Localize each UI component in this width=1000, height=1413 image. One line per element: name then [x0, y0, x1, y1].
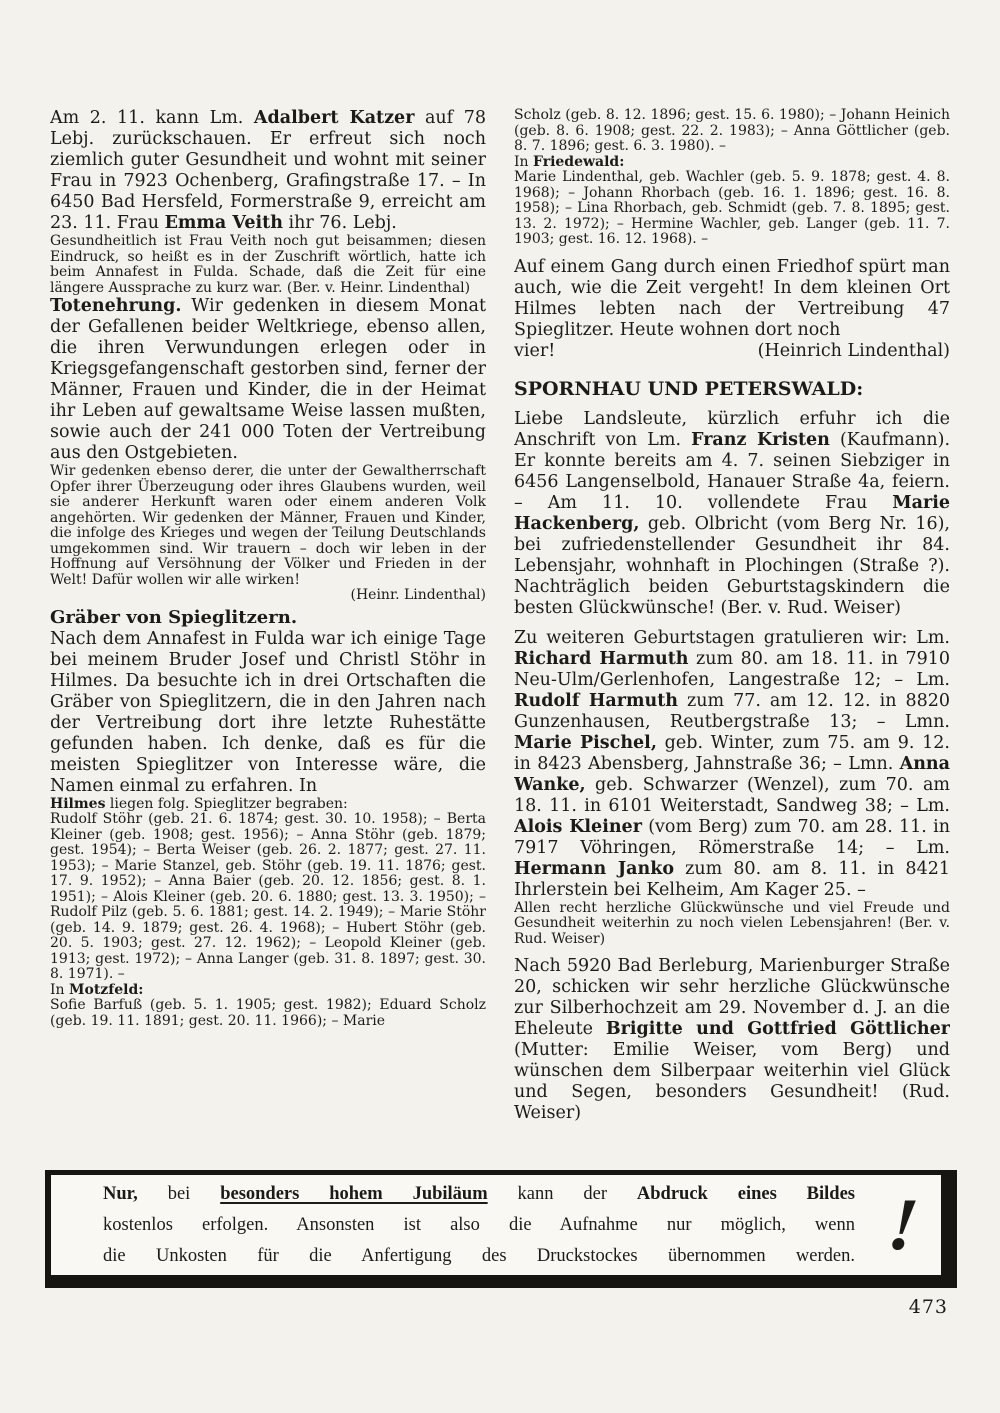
greetings-closing: Allen recht herzliche Glückwünsche und viel Freude und Gesundheit weiterhin zu noch vielen Lebensjahren! (Ber. v. Rud. Weiser)	[514, 899, 950, 947]
exclamation-mark: !	[884, 1183, 922, 1266]
graves-intro: Nach dem Annafest in Fulda war ich einige Tage bei meinem Bruder Josef und Christl Stöhr in Hilmes. Da besuchte ich in drei Ortschaften die Gräber von Spieglitzern, die in den Jahren nach der Vertreibung dort ihre letzte Ruhestätte gefunden haben. Ich denke, daß es für die meisten Spieglitzer von Interesse wäre, die Namen einmal zu erfahren. In	[50, 628, 486, 796]
motzfeld-grave-list: Sofie Barfuß (geb. 5. 1. 1905; gest. 1982); Eduard Scholz (geb. 19. 11. 1891; gest. 20. 11. 1966); – Marie	[50, 997, 486, 1029]
silver-wedding: Nach 5920 Bad Berleburg, Marienburger Straße 20, schicken wir sehr herzliche Glückwünsche zur Silberhochzeit am 29. November d. J. an die Eheleute Brigitte und Gottfried Göttlicher (Mutter: Emilie Weiser, vom Berg) und wünschen dem Silberpaar weiterhin viel Glück und Segen, besonders Gesundheit! (Rud. Weiser)	[514, 956, 950, 1123]
motzfeld-list-continued: Scholz (geb. 8. 12. 1896; gest. 15. 6. 1980); – Johann Heinich (geb. 8. 6. 1908; gest. 22. 2. 1983); – Anna Göttlicher (geb. 8. 7. 1896; gest. 6. 3. 1980). –	[514, 108, 950, 154]
friedhof-reflection: Auf einem Gang durch einen Friedhof spürt man auch, wie die Zeit vergeht! In dem kleinen Ort Hilmes lebten nach der Vertreibung 47 Spieglitzer. Heute wohnen dort noch	[514, 256, 950, 340]
notice-line-3: die Unkosten für die Anfertigung des Druckstockes übernommen werden.	[103, 1245, 855, 1266]
hilmes-lead: Hilmes liegen folg. Spieglitzer begraben:	[50, 795, 348, 812]
signature-lindenthal: (Heinr. Lindenthal)	[350, 587, 486, 603]
reflection-signature-line: vier! (Heinrich Lindenthal)	[514, 340, 950, 361]
photo-notice-box	[45, 1170, 957, 1288]
friedewald-lead: In Friedewald:	[514, 153, 625, 170]
motzfeld-lead: In Motzfeld:	[50, 981, 144, 998]
page-number: 473	[908, 1296, 948, 1318]
inline-signature: (Heinrich Lindenthal)	[757, 340, 950, 361]
left-column	[50, 108, 486, 1164]
heading-spornhau: SPORNHAU UND PETERSWALD:	[514, 377, 864, 400]
heading-graeber: Gräber von Spieglitzern.	[50, 606, 298, 628]
note-veith-health: Gesundheitlich ist Frau Veith noch gut beisammen; diesen Eindruck, so heißt es in der Zuschrift wörtlich, hatte ich beim Annafest in Fulda. Schade, daß die Zeit für eine längere Aussprache zu kurz war. (Ber. v. Heinr. Lindenthal)	[50, 233, 486, 296]
hilmes-grave-list: Rudolf Stöhr (geb. 21. 6. 1874; gest. 30. 10. 1958); – Berta Kleiner (geb. 1908; gest. 1956); – Anna Stöhr (geb. 1879; gest. 1954); – Berta Weiser (geb. 26. 2. 1877; gest. 27. 11. 1953); – Marie Stanzel, geb. Stöhr (geb. 19. 11. 1876; gest. 17. 9. 1952); – Anna Baier (geb. 20. 12. 1856; gest. 8. 1. 1951); – Alois Kleiner (geb. 20. 6. 1880; gest. 13. 3. 1950); – Rudolf Pilz (geb. 5. 6. 1881; gest. 14. 2. 1949); – Marie Stöhr (geb. 14. 9. 1879; gest. 26. 4. 1968); – Hubert Stöhr (geb. 20. 5. 1903; gest. 27. 12. 1962); – Leopold Kleiner (geb. 1913; gest. 1972); – Anna Langer (geb. 31. 8. 1897; gest. 30. 8. 1971). –	[50, 811, 486, 982]
totenehrung-paragraph: Totenehrung. Wir gedenken in diesem Monat der Gefallenen beider Weltkriege, ebenso allen, die ihren Verwundungen erlegen oder in Kriegsgefangenschaft gestorben sind, ferner der Männer, Frauen und Kinder, die in der Heimat ihr Leben auf gewaltsame Weise lassen mußten, sowie auch der 241 000 Toten der Vertreibung aus den Ostgebieten.	[50, 296, 486, 463]
right-column	[514, 108, 950, 1164]
memorial-paragraph: Wir gedenken ebenso derer, die unter der Gewaltherrschaft Opfer ihrer Überzeugung oder ihres Glaubens wurden, weil sie anderer Herkunft waren oder einem anderen Volk angehörten. Wir gedenken der Männer, Frauen und Kinder, die infolge des Krieges und wegen der Teilung Deutschlands umgekommen sind. Wir trauern – doch wir leben in der Hoffnung auf Versöhnung der Völker und Frieden in der Welt! Dafür wollen wir alle wirken!	[50, 463, 486, 588]
spornhau-intro: Liebe Landsleute, kürzlich erfuhr ich die Anschrift von Lm. Franz Kristen (Kaufmann). Er konnte bereits am 4. 7. seinen Siebziger in 6456 Langenselbold, Hanauer Straße 4a, feiern. – Am 11. 10. vollendete Frau Marie Hackenberg, geb. Olbricht (vom Berg Nr. 16), bei zufriedenstellender Gesundheit ihr 84. Lebensjahr, wohnhaft in Plochingen (Straße ?). Nachträglich beiden Geburtstagskindern die besten Glückwünsche! (Ber. v. Rud. Weiser)	[514, 408, 950, 618]
birthdays-katzer-veith: Am 2. 11. kann Lm. Adalbert Katzer auf 78 Lebj. zurückschauen. Er erfreut sich noch ziemlich guter Gesundheit und wohnt mit seiner Frau in 7923 Ochenberg, Grafingstraße 17. – In 6450 Bad Hersfeld, Formerstraße 9, erreicht am 23. 11. Frau Emma Veith ihr 76. Lebj.	[50, 108, 486, 233]
friedewald-grave-list: Marie Lindenthal, geb. Wachler (geb. 5. 9. 1878; gest. 4. 8. 1968); – Johann Rhorbach (geb. 16. 1. 1896; gest. 16. 8. 1958); – Lina Rhorbach, geb. Schmidt (geb. 7. 8. 1895; gest. 13. 2. 1972); – Hermine Wachler, geb. Langer (geb. 11. 7. 1903; gest. 16. 12. 1968). –	[514, 169, 950, 247]
two-column-text-area	[50, 108, 950, 1164]
birthday-greetings: Zu weiteren Geburtstagen gratulieren wir: Lm. Richard Harmuth zum 80. am 18. 11. in 7910 Neu-Ulm/Gerlenhofen, Langestraße 12; – Lm. Rudolf Harmuth zum 77. am 12. 12. in 8820 Gunzenhausen, Reutbergstraße 13; – Lmn. Marie Pischel, geb. Winter, zum 75. am 9. 12. in 8423 Abensberg, Jahnstraße 36; – Lmn. Anna Wanke, geb. Schwarzer (Wenzel), zum 70. am 18. 11. in 6101 Weiterstadt, Sandweg 38; – Lm. Alois Kleiner (vom Berg) zum 70. am 28. 11. in 7917 Vöhringen, Römerstraße 14; – Lm. Hermann Janko zum 80. am 8. 11. in 8421 Ihrlerstein bei Kelheim, Am Kager 25. –	[514, 627, 950, 900]
photo-notice-text	[51, 1171, 871, 1280]
notice-line-2: kostenlos erfolgen. Ansonsten ist also die Aufnahme nur möglich, wenn	[103, 1214, 855, 1235]
notice-line-1: Nur, bei besonders hohem Jubiläum kann der Abdruck eines Bildes	[103, 1183, 855, 1204]
